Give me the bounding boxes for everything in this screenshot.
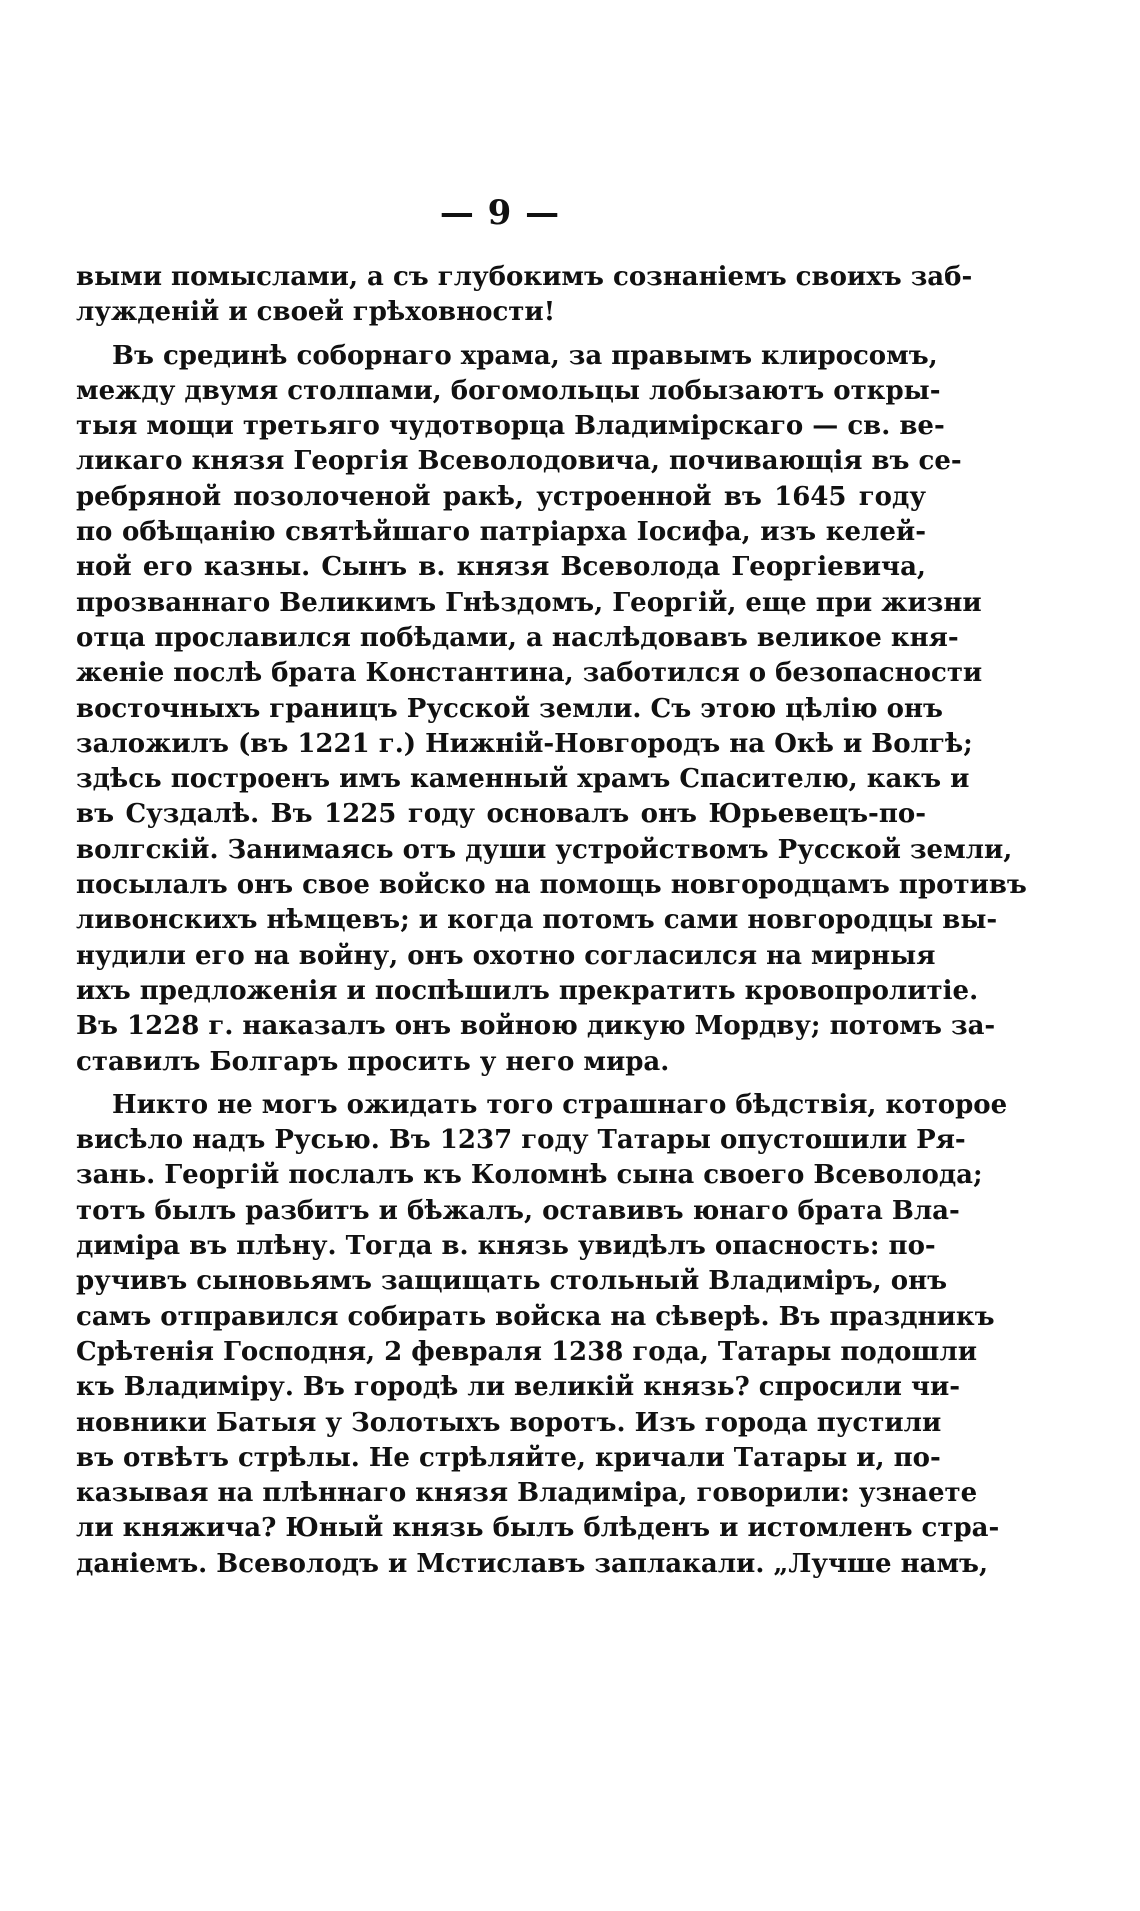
text-line: ливонскихъ нѣмцевъ; и когда потомъ сами новгородцы вы- [76, 905, 998, 936]
text-line: восточныхъ границъ Русской земли. Съ этою цѣлію онъ [76, 693, 943, 724]
text-line: Никто не могъ ожидать того страшнаго бѣдствія, которое [112, 1089, 1008, 1120]
text-line: ной его казны. Сынъ в. князя Всеволода Георгіевича, [76, 552, 926, 583]
text-line: Срѣтенія Господня, 2 февраля 1238 года, Татары подошли [76, 1336, 977, 1367]
text-line: между двумя столпами, богомольцы лобызаютъ откры- [76, 375, 941, 406]
text-line: ихъ предложенія и поспѣшилъ прекратить кровопролитіе. [76, 975, 979, 1006]
text-line: нудили его на войну, онъ охотно согласился на мирныя [76, 940, 936, 971]
text-line: зань. Георгій послалъ къ Коломнѣ сына своего Всеволода; [76, 1160, 983, 1191]
text-line: ликаго князя Георгія Всеволодовича, почивающія въ се- [76, 446, 962, 477]
text-line: ручивъ сыновьямъ защищать стольный Владиміръ, онъ [76, 1266, 948, 1297]
text-line: въ отвѣтъ стрѣлы. Не стрѣляйте, кричали Татары и, по- [76, 1442, 941, 1473]
text-line: здѣсь построенъ имъ каменный храмъ Спасителю, какъ и [76, 764, 970, 795]
body-text [76, 260, 1027, 1582]
text-line: даніемъ. Всеволодъ и Мстиславъ заплакали. „Лучше намъ, [76, 1548, 989, 1579]
paragraph [76, 260, 973, 331]
text-line: новники Батыя у Золотыхъ воротъ. Изъ города пустили [76, 1407, 942, 1438]
text-line: диміра въ плѣну. Тогда в. князь увидѣлъ опасность: по- [76, 1231, 936, 1262]
paragraph [76, 1088, 1008, 1582]
text-line: казывая на плѣннаго князя Владиміра, говорили: узнаете [76, 1478, 978, 1509]
page-number: — 9 — [439, 193, 561, 233]
paragraph [76, 339, 1027, 1080]
text-line: женіе послѣ брата Константина, заботился о безопасности [76, 658, 983, 689]
text-line: висѣло надъ Русью. Въ 1237 году Татары опустошили Ря- [76, 1125, 966, 1156]
text-line: ставилъ Болгаръ просить у него мира. [76, 1046, 670, 1077]
text-line: Въ 1228 г. наказалъ онъ войною дикую Мордву; потомъ за- [76, 1011, 996, 1042]
text-line: къ Владиміру. Въ городѣ ли великій князь? спросили чи- [76, 1372, 961, 1403]
text-line: волгскій. Занимаясь отъ души устройствомъ Русской земли, [76, 834, 1013, 865]
text-line: посылалъ онъ свое войско на помощь новгородцамъ противъ [76, 870, 1027, 901]
text-line: тотъ былъ разбитъ и бѣжалъ, оставивъ юнаго брата Вла- [76, 1195, 960, 1226]
text-line: самъ отправился собирать войска на сѣверѣ. Въ праздникъ [76, 1301, 995, 1332]
text-line: ли княжича? Юный князь былъ блѣденъ и истомленъ стра- [76, 1513, 1000, 1544]
text-line: тыя мощи третьяго чудотворца Владимірскаго — св. ве- [76, 411, 945, 442]
text-line: прозваннаго Великимъ Гнѣздомъ, Георгій, еще при жизни [76, 587, 982, 618]
text-line: въ Суздалѣ. Въ 1225 году основалъ онъ Юрьевецъ-по- [76, 799, 926, 830]
text-line: ребряной позолоченой ракѣ, устроенной въ 1645 году [76, 481, 926, 512]
text-line: Въ срединѣ соборнаго храма, за правымъ клиросомъ, [112, 340, 938, 371]
text-line: выми помыслами, а съ глубокимъ сознаніемъ своихъ заб- [76, 262, 973, 292]
text-line: по обѣщанію святѣйшаго патріарха Іосифа, изъ келей- [76, 517, 926, 548]
text-line: заложилъ (въ 1221 г.) Нижній-Новгородъ на Окѣ и Волгѣ; [76, 728, 973, 759]
text-line: лужденій и своей грѣховности! [76, 297, 556, 328]
text-line: отца прославился побѣдами, а наслѣдовавъ великое кня- [76, 622, 959, 653]
